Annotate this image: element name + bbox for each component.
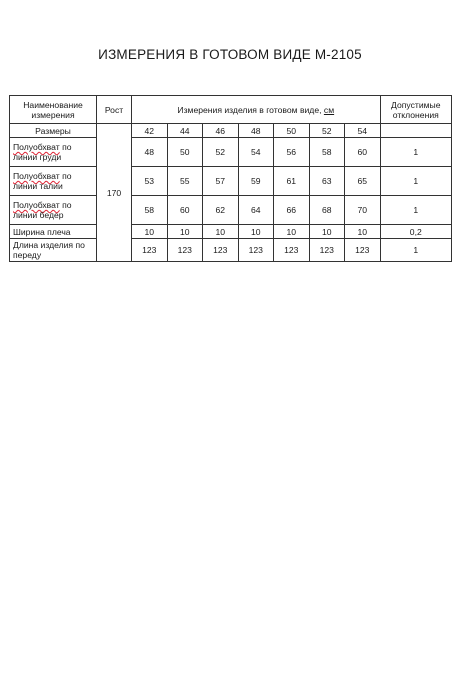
value-cell: 61 [274,167,310,196]
value-cell: 10 [238,225,274,239]
tolerance-cell: 1 [380,138,452,167]
table-row [10,196,452,225]
header-measurements [132,96,381,124]
row-name-b: по линии талии [13,171,72,191]
value-cell: 63 [309,167,345,196]
value-cell: 58 [309,138,345,167]
tolerance-cell: 0,2 [380,225,452,239]
value-cell: 10 [309,225,345,239]
value-cell: 60 [167,196,203,225]
value-cell: 10 [203,225,239,239]
value-cell: 59 [238,167,274,196]
size-cell: 52 [309,124,345,138]
row-name-b: по линии бедер [13,200,72,220]
tolerance-cell: 1 [380,196,452,225]
value-cell: 68 [309,196,345,225]
value-cell: 123 [345,239,381,262]
value-cell: 10 [345,225,381,239]
tolerance-cell: 1 [380,239,452,262]
value-cell: 55 [167,167,203,196]
value-cell: 10 [167,225,203,239]
row-name-b: по линии груди [13,142,72,162]
sizes-row [10,124,452,138]
sizes-label: Размеры [10,124,97,138]
header-unit: см [323,104,335,115]
size-cell: 44 [167,124,203,138]
value-cell: 70 [345,196,381,225]
header-height: Рост [97,96,132,124]
measurements-table [9,95,452,262]
value-cell: 123 [309,239,345,262]
value-cell: 54 [238,138,274,167]
row-name [10,239,97,262]
tolerance-cell [380,124,452,138]
table-header-row [10,96,452,124]
value-cell: 65 [345,167,381,196]
header-name: Наименование измерения [10,96,97,124]
row-name-a: Полуобхват [13,142,60,152]
size-cell: 50 [274,124,310,138]
value-cell: 60 [345,138,381,167]
value-cell: 123 [167,239,203,262]
height-value: 170 [97,124,132,262]
value-cell: 50 [167,138,203,167]
row-name-a: Ширина плеча [13,226,71,237]
value-cell: 48 [132,138,168,167]
table-row [10,138,452,167]
value-cell: 52 [203,138,239,167]
table-row [10,225,452,239]
value-cell: 123 [238,239,274,262]
value-cell: 53 [132,167,168,196]
row-name [10,138,97,167]
size-cell: 54 [345,124,381,138]
value-cell: 58 [132,196,168,225]
row-name-a: Полуобхват [13,200,60,210]
row-name [10,225,97,239]
tolerance-cell: 1 [380,167,452,196]
value-cell: 123 [274,239,310,262]
value-cell: 57 [203,167,239,196]
row-name [10,196,97,225]
document-title: ИЗМЕРЕНИЯ В ГОТОВОМ ВИДЕ М-2105 [98,47,362,62]
value-cell: 64 [238,196,274,225]
value-cell: 10 [274,225,310,239]
size-cell: 42 [132,124,168,138]
size-cell: 46 [203,124,239,138]
row-name-a: Полуобхват [13,171,60,181]
size-cell: 48 [238,124,274,138]
table-row [10,239,452,262]
value-cell: 56 [274,138,310,167]
row-name [10,167,97,196]
value-cell: 66 [274,196,310,225]
value-cell: 123 [132,239,168,262]
value-cell: 62 [203,196,239,225]
value-cell: 10 [132,225,168,239]
value-cell: 123 [203,239,239,262]
header-measurements-text: Измерения изделия в готовом виде, [177,104,322,115]
table-row [10,167,452,196]
header-tolerance: Допустимые отклонения [380,96,452,124]
row-name-a: Длина изделия по переду [13,240,85,260]
